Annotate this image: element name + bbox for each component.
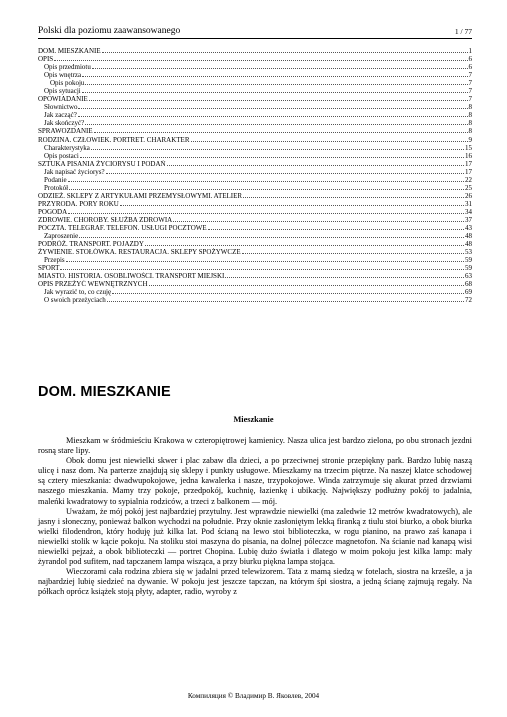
toc-entry-label: Opis przedmiotu: [44, 63, 91, 72]
toc-entry-label: Przepis: [44, 256, 65, 265]
toc-entry-label: ZDROWIE. CHOROBY. SŁUŻBA ZDROWIA: [38, 215, 173, 224]
toc-leader-dots: [149, 284, 464, 286]
toc-entry[interactable]: [38, 95, 472, 103]
toc-leader-dots: [243, 196, 464, 198]
toc-entry-label: PRZYRODA. PORY ROKU: [38, 199, 119, 208]
toc-leader-dots: [242, 252, 464, 254]
toc-entry-page: 6: [468, 63, 472, 72]
toc-entry-page: 59: [465, 264, 472, 273]
toc-leader-dots: [78, 107, 467, 109]
toc-entry-page: 34: [465, 207, 472, 216]
toc-entry-label: OPOWIADANIE: [38, 95, 88, 104]
toc-entry-label: Zaproszenie: [44, 232, 79, 241]
toc-entry-label: DOM. MIESZKANIE: [38, 47, 101, 55]
toc-entry-page: 25: [465, 183, 472, 192]
toc-leader-dots: [102, 51, 468, 53]
document-title: Polski dla poziomu zaawansowanego: [38, 26, 181, 36]
toc-entry[interactable]: [38, 240, 472, 248]
toc-leader-dots: [120, 204, 464, 206]
toc-entry-label: MIASTO. HISTORIA. OSOBLIWOŚCI. TRANSPORT MIEJSKI: [38, 272, 225, 281]
toc-leader-dots: [82, 75, 467, 77]
toc-entry[interactable]: [38, 127, 472, 135]
toc-entry[interactable]: [38, 224, 472, 232]
toc-entry[interactable]: [38, 272, 472, 280]
toc-entry-label: Jak zacząć?: [44, 111, 77, 120]
toc-entry-page: 48: [465, 240, 472, 249]
toc-entry-page: 37: [465, 215, 472, 224]
toc-entry-page: 8: [468, 111, 472, 120]
toc-entry[interactable]: [38, 63, 472, 71]
toc-entry[interactable]: [38, 256, 472, 264]
toc-entry[interactable]: [38, 160, 472, 168]
toc-entry-page: 17: [465, 159, 472, 168]
toc-leader-dots: [68, 180, 464, 182]
toc-leader-dots: [80, 156, 464, 158]
toc-entry[interactable]: [38, 119, 472, 127]
toc-entry-label: PODRÓŻ. TRANSPORT. POJAZDY: [38, 240, 144, 249]
toc-leader-dots: [173, 220, 464, 222]
toc-leader-dots: [107, 300, 464, 302]
toc-leader-dots: [60, 268, 464, 270]
toc-entry-page: 26: [465, 191, 472, 200]
paragraph: Uważam, że mój pokój jest najbardziej przytulny. Jest wprawdzie niewielki (ma zaledwie 12 metrów kwadratowych), ale jasny i słoneczny, ponieważ balkon wychodzi na południe. Przy oknie zasłoniętym lekką firanką z tiulu stoi biurko, a obok biurka wielki filodendron, który hoduję już kilka lat. Pod ścianą na lewo stoi biblioteczka, w rogu pianino, na prawo zaś kanapa i niewielki stolik w kącie pokoju. Na stoliku stoi maszyna do pisania, na dolnej póleczce magnetofon. Na ścianie nad kanapą wisi niewielki pejzaż, a obok biblioteczki — portret Chopina. Lubię dużo światła i dlatego w moim pokoju jest kilka lamp: mały żyrandol pod sufitem, nad tapczanem lampa wisząca, a przy biurku piękna lampa stojąca.: [38, 506, 472, 567]
toc-leader-dots: [225, 276, 464, 278]
toc-entry-page: 15: [465, 143, 472, 152]
toc-entry-label: OPIS PRZEŻYĆ WEWNĘTRZNYCH: [38, 280, 148, 289]
toc-entry[interactable]: [38, 152, 472, 160]
toc-entry-page: 8: [468, 103, 472, 112]
toc-entry-page: 72: [465, 296, 472, 305]
toc-entry[interactable]: [38, 111, 472, 119]
toc-entry-label: ŻYWIENIE. STOŁÓWKA. RESTAURACJA. SKLEPY SPOŻYWCZE: [38, 248, 241, 257]
section-heading: Mieszkanie: [233, 415, 274, 424]
toc-leader-dots: [145, 244, 464, 246]
toc-entry-label: POGODA: [38, 207, 68, 216]
toc-entry[interactable]: [38, 144, 472, 152]
toc-entry-label: Charakterystyka: [44, 143, 90, 152]
toc-leader-dots: [85, 123, 467, 125]
toc-entry-label: SZTUKA PISANIA ŻYCIORYSU I PODAŃ: [38, 159, 166, 168]
paragraph: Mieszkam w śródmieściu Krakowa w czteropiętrowej kamienicy. Nasza ulica jest bardzo zielona, po obu stronach jezdni rosną stare lipy.: [38, 436, 472, 456]
toc-leader-dots: [167, 164, 464, 166]
toc-entry[interactable]: [38, 216, 472, 224]
toc-entry-page: 7: [468, 95, 472, 104]
toc-entry[interactable]: [38, 103, 472, 111]
toc-leader-dots: [91, 148, 464, 150]
toc-entry-page: 31: [465, 199, 472, 208]
toc-entry-label: Słownictwo: [44, 103, 78, 112]
toc-entry-label: Opis wnętrza: [44, 71, 82, 80]
toc-entry-label: Podanie: [44, 175, 67, 184]
toc-entry-label: SPRAWOZDANIE: [38, 127, 93, 136]
toc-entry-page: 59: [465, 256, 472, 265]
toc-entry-page: 16: [465, 151, 472, 160]
toc-entry[interactable]: [38, 87, 472, 95]
toc-entry[interactable]: [38, 47, 472, 55]
page-footer: Компиляция © Владимир В. Яковлев, 2004: [187, 692, 320, 700]
toc-leader-dots: [94, 131, 468, 133]
toc-entry-page: 8: [468, 127, 472, 136]
chapter-heading: DOM. MIESZKANIE: [38, 384, 171, 400]
toc-entry-page: 17: [465, 167, 472, 176]
page-header: [38, 26, 472, 39]
toc-entry[interactable]: [38, 71, 472, 79]
toc-entry-page: 6: [468, 55, 472, 64]
toc-entry[interactable]: [38, 192, 472, 200]
toc-leader-dots: [69, 188, 464, 190]
toc-entry-label: Jak wyrazić to, co czuję: [44, 288, 112, 297]
toc-entry-label: Jak napisać życiorys?: [44, 167, 105, 176]
toc-entry-label: ODZIEŻ. SKLEPY Z ARTYKUŁAMI PRZEMYSŁOWYMI. ATELIER: [38, 191, 243, 200]
toc-leader-dots: [82, 91, 468, 93]
toc-entry-page: 1: [468, 47, 472, 55]
body-text: [38, 436, 472, 598]
toc-leader-dots: [66, 260, 464, 262]
toc-entry-page: 48: [465, 232, 472, 241]
toc-leader-dots: [208, 228, 464, 230]
toc-entry[interactable]: [38, 136, 472, 144]
toc-entry-page: 7: [468, 79, 472, 88]
toc-entry-label: O swoich przeżyciach: [44, 296, 106, 305]
toc-entry-label: RODZINA. CZŁOWIEK. PORTRET. CHARAKTER: [38, 135, 190, 144]
toc-leader-dots: [92, 67, 468, 69]
toc-entry-page: 43: [465, 224, 472, 233]
toc-entry-page: 8: [468, 119, 472, 128]
toc-entry-label: Protokół: [44, 183, 69, 192]
toc-entry-label: Jak skończyć?: [44, 119, 85, 128]
toc-entry[interactable]: [38, 208, 472, 216]
page-number: 1 / 77: [454, 27, 472, 36]
table-of-contents: [38, 47, 472, 305]
toc-leader-dots: [85, 83, 467, 85]
toc-entry[interactable]: [38, 296, 472, 304]
toc-entry-label: Opis pokoju: [50, 79, 85, 88]
paragraph: Wieczorami cała rodzina zbiera się w jadalni przed telewizorem. Tata z mamą siedzą w fotelach, siostra na krześle, a ja najbardziej lubię siedzieć na dywanie. W pokoju jest jeszcze tapczan, na którym śpi siostra, a jedną ścianę zajmują regały. Na półkach oprócz książek stoją płyty, adapter, radio, wyroby z: [38, 567, 472, 597]
toc-entry-page: 9: [468, 135, 472, 144]
toc-leader-dots: [191, 140, 468, 142]
toc-entry[interactable]: [38, 264, 472, 272]
toc-entry[interactable]: [38, 79, 472, 87]
paragraph: Obok domu jest niewielki skwer i plac zabaw dla dzieci, a po przeciwnej stronie przepiękny park. Bardzo lubię naszą ulicę i nasz dom. Na parterze znajdują się sklepy i punkty usługowe. Mieszkamy na trzecim piętrze. Na naszej klatce schodowej są cztery mieszkania: dwadwupokojowe, jedna kawalerka i nasze, trzypokojowe. Winda zatrzymuje się akurat przed drzwiami naszego mieszkania. Mamy trzy pokoje, przedpokój, kuchnię, łazienkę i ubikację. Największy podłużny pokój to jadalnia, maleńki kwadratowy to sypialnia rodziców, a trzeci z balkonem — mój.: [38, 456, 472, 506]
toc-leader-dots: [112, 292, 464, 294]
toc-entry-page: 53: [465, 248, 472, 257]
toc-leader-dots: [89, 99, 468, 101]
toc-entry-label: POCZTA. TELEGRAF. TELEFON. USŁUGI POCZTOWE: [38, 224, 207, 233]
toc-entry[interactable]: [38, 176, 472, 184]
toc-entry-label: Opis sytuacji: [44, 87, 81, 96]
toc-entry[interactable]: [38, 200, 472, 208]
toc-entry-page: 69: [465, 288, 472, 297]
toc-entry[interactable]: [38, 184, 472, 192]
toc-leader-dots: [54, 59, 467, 61]
toc-entry[interactable]: [38, 55, 472, 63]
toc-entry-page: 68: [465, 280, 472, 289]
toc-entry[interactable]: [38, 248, 472, 256]
toc-entry-label: SPORT: [38, 264, 60, 273]
toc-entry-label: Opis postaci: [44, 151, 79, 160]
toc-entry-page: 22: [465, 175, 472, 184]
toc-leader-dots: [106, 172, 464, 174]
toc-entry[interactable]: [38, 168, 472, 176]
toc-leader-dots: [78, 115, 468, 117]
toc-leader-dots: [68, 212, 464, 214]
toc-entry-page: 7: [468, 87, 472, 96]
toc-entry-page: 63: [465, 272, 472, 281]
toc-entry[interactable]: [38, 288, 472, 296]
toc-entry[interactable]: [38, 280, 472, 288]
toc-entry-label: OPIS: [38, 55, 54, 64]
toc-leader-dots: [79, 236, 464, 238]
toc-entry[interactable]: [38, 232, 472, 240]
toc-entry-page: 7: [468, 71, 472, 80]
